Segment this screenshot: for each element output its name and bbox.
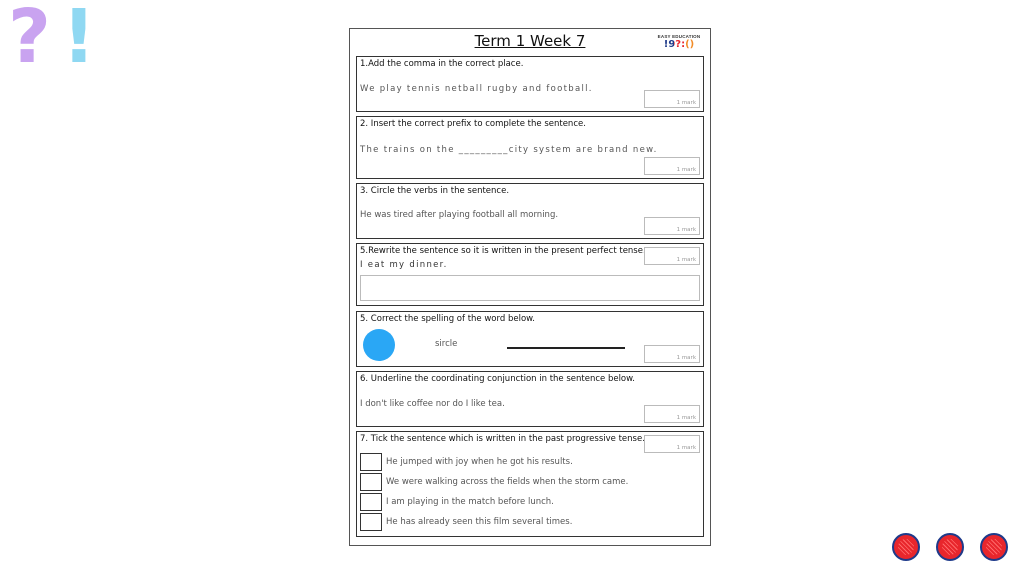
easy-education-logo: EASY EDUCATION !9?:() [654, 34, 704, 52]
option-text: I am playing in the match before lunch. [386, 497, 554, 507]
question-sentence: The trains on the _________city system are brand new. [360, 145, 658, 155]
mark-box[interactable]: 1 mark [644, 90, 700, 108]
question-4 [356, 243, 704, 306]
question-prompt: 5.Rewrite the sentence so it is written in the present perfect tense. [360, 246, 646, 256]
mark-box[interactable]: 1 mark [644, 435, 700, 453]
question-7 [356, 431, 704, 537]
red-dot-icon [892, 533, 920, 561]
question-prompt: 3. Circle the verbs in the sentence. [360, 186, 510, 196]
option-text: He jumped with joy when he got his results. [386, 457, 573, 467]
worksheet-title: Term 1 Week 7 [474, 32, 586, 50]
mark-box[interactable]: 1 mark [644, 217, 700, 235]
question-prompt: 2. Insert the correct prefix to complete the sentence. [360, 119, 586, 129]
misspelled-word: sircle [435, 339, 458, 349]
tick-checkbox[interactable] [360, 513, 382, 531]
question-prompt: 1.Add the comma in the correct place. [360, 59, 524, 69]
answer-line[interactable] [507, 347, 625, 349]
question-prompt: 7. Tick the sentence which is written in the past progressive tense. [360, 434, 645, 444]
tick-checkbox[interactable] [360, 473, 382, 491]
question-sentence: I eat my dinner. [360, 260, 448, 270]
exclamation-mark-decoration: ! [62, 0, 96, 80]
question-sentence: He was tired after playing football all morning. [360, 210, 559, 220]
question-2 [356, 116, 704, 179]
question-mark-decoration: ? [8, 0, 51, 80]
question-prompt: 5. Correct the spelling of the word below. [360, 314, 536, 324]
mark-box[interactable]: 1 mark [644, 247, 700, 265]
option-text: We were walking across the fields when the storm came. [386, 477, 629, 487]
question-prompt: 6. Underline the coordinating conjunction in the sentence below. [360, 374, 636, 384]
question-1 [356, 56, 704, 112]
mark-box[interactable]: 1 mark [644, 157, 700, 175]
blue-circle-icon [363, 329, 395, 361]
answer-box[interactable] [360, 275, 700, 301]
question-6 [356, 371, 704, 427]
question-sentence: I don't like coffee nor do I like tea. [360, 399, 505, 409]
red-dot-icon [980, 533, 1008, 561]
question-5 [356, 311, 704, 367]
red-dot-icon [936, 533, 964, 561]
tick-checkbox[interactable] [360, 453, 382, 471]
question-3 [356, 183, 704, 239]
tick-checkbox[interactable] [360, 493, 382, 511]
option-text: He has already seen this film several times. [386, 517, 573, 527]
mark-box[interactable]: 1 mark [644, 345, 700, 363]
mark-box[interactable]: 1 mark [644, 405, 700, 423]
question-sentence: We play tennis netball rugby and football. [360, 84, 593, 94]
worksheet [349, 28, 711, 546]
